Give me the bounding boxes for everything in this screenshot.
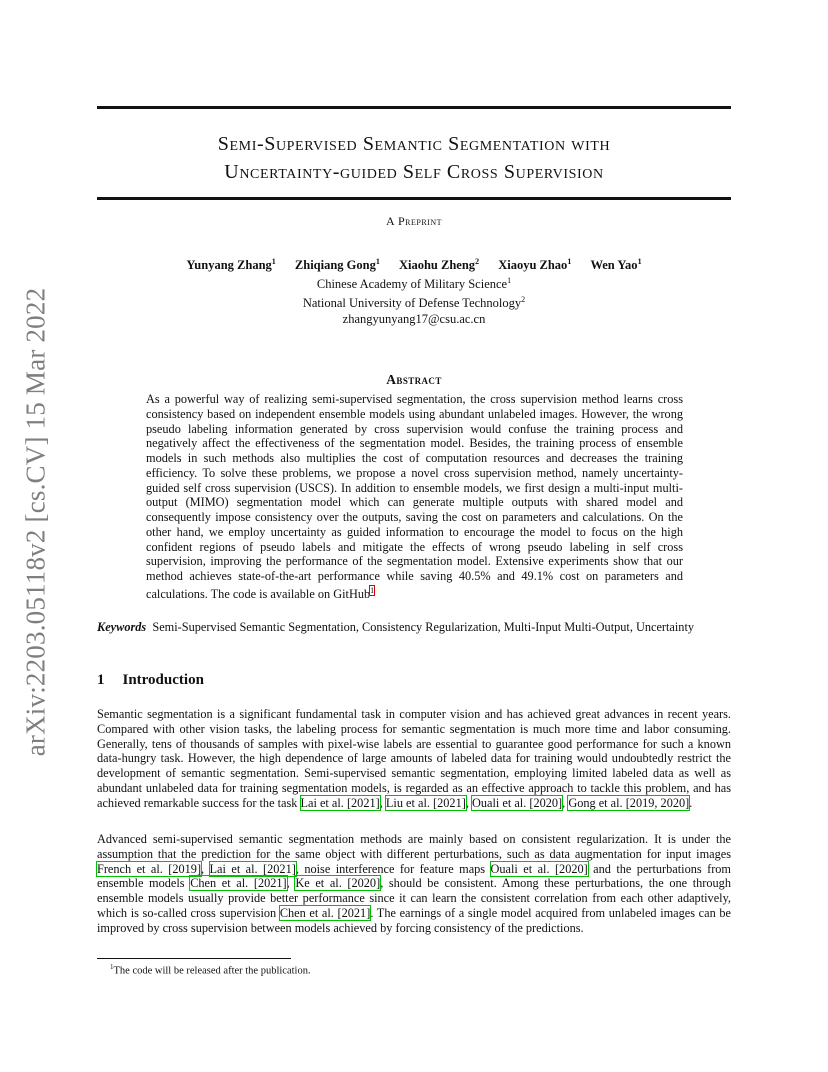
title-line-2: Uncertainty-guided Self Cross Supervision bbox=[224, 161, 604, 183]
author: Xiaoyu Zhao$^1$ bbox=[498, 257, 572, 273]
intro-paragraph-1: Semantic segmentation is a significant fundamental task in computer vision and has achieved great advances in recent years. Compared with other vision tasks, the labeling process for semantic segmentation is much more time and labor consuming. Generally, tens of thousands of samples with pixel-wise labels are essential to guarantee good performance for such a known data-hungry task. However, the high dependence of large amounts of labeled data for training would undoubtedly restrict the development of semantic segmentation. Semi-supervised semantic segmentation, employing limited labeled data as well as abundant unlabeled data for training segmentation models, is regarded as an effective approach to tackle this problem, and has achieved remarkable success for the task Lai et al. [2021], Liu et al. [2021], Ouali et al. [2020], Gong et al. [2019, 2020]. bbox=[97, 707, 731, 810]
author: Yunyang Zhang$^1$ bbox=[186, 257, 276, 273]
citation-link[interactable]: Lai et al. [2021] bbox=[209, 861, 296, 876]
citation-link[interactable]: Ouali et al. [2020] bbox=[471, 795, 563, 810]
footnote-rule bbox=[97, 958, 291, 959]
preprint-label: A Preprint bbox=[385, 214, 442, 228]
affiliation: National University of Defense Technology$^2$ bbox=[302, 295, 526, 311]
author-list bbox=[97, 257, 731, 273]
email[interactable]: zhangyunyang17@csu.ac.cn bbox=[342, 312, 486, 327]
abstract-heading: Abstract bbox=[386, 372, 442, 387]
citation-link[interactable]: Chen et al. [2021] bbox=[190, 876, 287, 891]
author: Wen Yao$^1$ bbox=[590, 257, 642, 273]
citation-link[interactable]: Liu et al. [2021] bbox=[385, 795, 466, 810]
citation-link[interactable]: Ouali et al. [2020] bbox=[490, 861, 588, 876]
keywords: Keywords Semi-Supervised Semantic Segmentation, Consistency Regularization, Multi-Input Multi-Output, Uncertainty bbox=[97, 620, 695, 634]
author: Zhiqiang Gong$^1$ bbox=[294, 257, 380, 273]
citation-link[interactable]: Chen et al. [2021] bbox=[279, 905, 371, 920]
affiliation: Chinese Academy of Military Science$^1$ bbox=[316, 276, 512, 292]
section-heading: 1 Introduction bbox=[97, 672, 204, 688]
arxiv-stamp: arXiv:2203.05118v2 [cs.CV] 15 Mar 2022 bbox=[20, 287, 51, 757]
intro-paragraph-2: Advanced semi-supervised semantic segmentation methods are mainly based on consistent regularization. It is under the assumption that the prediction for the same object with different perturbations, such as data augmentation for input images French et al. [2019], Lai et al. [2021], noise interference for feature maps Ouali et al. [2020] and the perturbations from ensemble models Chen et al. [2021], Ke et al. [2020], should be consistent. Among these perturbations, the one through ensemble models usually provide better performance since it can learn the consistent correlation from each other adaptively, which is so-called cross supervision Chen et al. [2021]. The earnings of a single model acquired from unlabeled images can be improved by cross supervision between models achieved by forcing consistency of the predictions. bbox=[97, 832, 732, 935]
title-line-1: Semi-Supervised Semantic Segmentation with bbox=[217, 133, 611, 155]
citation-link[interactable]: Gong et al. [2019, 2020] bbox=[568, 795, 690, 810]
paper-title bbox=[97, 130, 731, 186]
author: Xiaohu Zheng$^2$ bbox=[398, 257, 480, 273]
citation-link[interactable]: French et al. [2019] bbox=[97, 861, 202, 876]
title-rule-top bbox=[97, 106, 731, 109]
footnote: $^1$The code will be released after the publication. bbox=[110, 963, 311, 977]
footnote-link[interactable]: 1 bbox=[370, 585, 375, 595]
keywords-label: Keywords bbox=[97, 620, 147, 634]
affiliations bbox=[97, 273, 731, 327]
title-rule-bottom bbox=[97, 197, 731, 200]
citation-link[interactable]: Ke et al. [2020] bbox=[295, 876, 381, 891]
abstract-body: As a powerful way of realizing semi-supervised segmentation, the cross supervision method learns cross consistency based on independent ensemble models using abundant unlabeled images. However, the wrong pseudo labeling information generated by cross supervision would confuse the training process and negatively affect the effectiveness of the segmentation model. Besides, the training process of ensemble models in such methods also multiplies the cost of computation resources and decreases the training efficiency. To solve these problems, we propose a novel cross supervision method, namely uncertainty-guided self cross supervision (USCS). In addition to ensemble models, we first design a multi-input multi-output (MIMO) segmentation model which can generate multiple outputs with shared model and consequently impose consistency over the outputs, saving the cost on parameters and calculations. On the other hand, we employ uncertainty as guided information to encourage the model to focus on the high confident regions of pseudo labels and mitigate the effects of wrong pseudo labeling in self cross supervision, improving the performance of the segmentation model. Extensive experiments show that our method achieves state-of-the-art performance while saving 40.5% and 49.1% cost on parameters and calculations. The code is available on GitHub$^1$ bbox=[146, 392, 683, 601]
citation-link[interactable]: Lai et al. [2021] bbox=[300, 795, 380, 810]
